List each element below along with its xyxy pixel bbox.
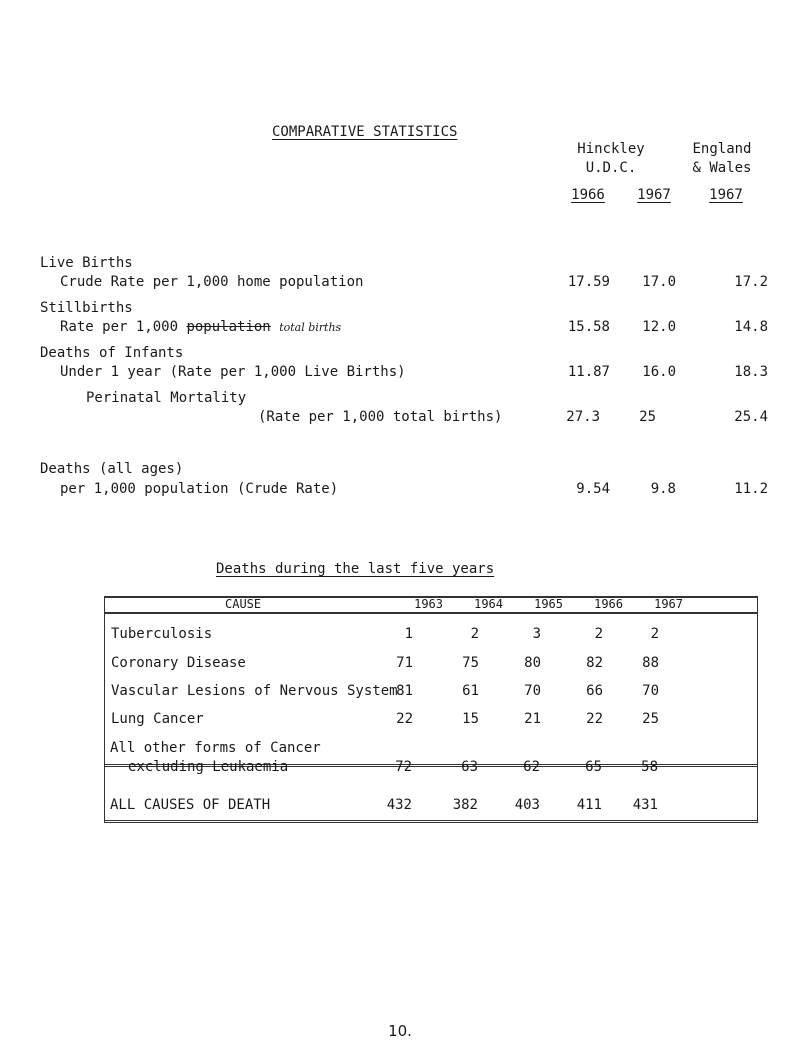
header-year: 1966 — [594, 597, 623, 611]
table-cell: 21 — [524, 711, 541, 727]
stat-label-all-deaths: per 1,000 population (Crude Rate) — [60, 481, 339, 497]
header-cause: CAUSE — [225, 597, 262, 611]
table-row-cause: Lung Cancer — [111, 711, 204, 727]
stat-value: 17.0 — [642, 274, 676, 290]
stat-value: 9.54 — [576, 481, 610, 497]
table-cell: 75 — [462, 655, 479, 671]
stat-label-live-births: Crude Rate per 1,000 home population — [60, 274, 364, 290]
stat-heading-infant-deaths: Deaths of Infants — [40, 345, 184, 361]
table-cell: 72 — [395, 759, 412, 775]
stat-heading-all-deaths: Deaths (all ages) — [40, 461, 184, 477]
stat-value: 14.8 — [734, 319, 768, 335]
table-row-total-label: ALL CAUSES OF DEATH — [110, 797, 271, 813]
header-year: 1965 — [534, 597, 563, 611]
table-row-cause: All other forms of Cancer — [110, 740, 321, 756]
stat-label-infant-deaths: Under 1 year (Rate per 1,000 Live Births) — [60, 364, 406, 380]
deaths-table-title: Deaths during the last five years — [216, 561, 495, 577]
table-cell: 63 — [461, 759, 478, 775]
page-title: COMPARATIVE STATISTICS — [272, 124, 458, 140]
stat-label-stillbirths — [60, 319, 341, 335]
table-row-cause: Tuberculosis — [111, 626, 213, 642]
stat-value: 25 — [639, 409, 656, 425]
table-cell: 80 — [524, 655, 541, 671]
table-cell: 2 — [650, 626, 659, 642]
table-cell-total: 382 — [452, 797, 478, 813]
table-border-right — [757, 764, 758, 822]
stat-value: 27.3 — [566, 409, 600, 425]
table-cell: 81 — [396, 683, 413, 699]
table-cell: 88 — [642, 655, 659, 671]
table-cell: 82 — [586, 655, 603, 671]
table-cell: 22 — [586, 711, 603, 727]
table-cell: 22 — [396, 711, 413, 727]
table-cell: 70 — [642, 683, 659, 699]
struck-text: population — [186, 319, 271, 335]
header-year: 1964 — [474, 597, 503, 611]
stat-value: 17.2 — [734, 274, 768, 290]
col-hinckley-line1: Hinckley — [577, 141, 645, 157]
col-england-line1: England — [692, 141, 752, 157]
table-cell-total: 432 — [386, 797, 412, 813]
stat-heading-live-births: Live Births — [40, 255, 133, 271]
col-hinckley-line2: U.D.C. — [585, 160, 637, 176]
table-cell: 2 — [594, 626, 603, 642]
table-border-left — [104, 764, 105, 822]
table-cell: 15 — [462, 711, 479, 727]
table-cell-total: 431 — [632, 797, 658, 813]
col-year-1966: 1966 — [571, 187, 605, 203]
table-row-cause: Coronary Disease — [111, 655, 246, 671]
table-cell-total: 403 — [514, 797, 540, 813]
stat-value: 11.87 — [567, 364, 610, 380]
stat-value: 25.4 — [734, 409, 768, 425]
table-cell: 62 — [523, 759, 540, 775]
table-row-cause-line2: excluding Leukaemia — [128, 759, 289, 775]
table-cell: 3 — [532, 626, 541, 642]
stat-label-text: Rate per 1,000 — [60, 319, 179, 335]
table-cell: 2 — [470, 626, 479, 642]
stat-value: 16.0 — [642, 364, 676, 380]
page-number: 10. — [388, 1022, 412, 1040]
header-year: 1967 — [654, 597, 683, 611]
stat-value: 11.2 — [734, 481, 768, 497]
col-year-1967: 1967 — [637, 187, 671, 203]
col-england-line2: & Wales — [692, 160, 752, 176]
col-year-1967-ew: 1967 — [709, 187, 743, 203]
stat-heading-perinatal: Perinatal Mortality — [86, 390, 247, 406]
table-cell: 25 — [642, 711, 659, 727]
table-cell: 66 — [586, 683, 603, 699]
table-cell: 58 — [641, 759, 658, 775]
stat-value: 9.8 — [650, 481, 676, 497]
table-cell: 70 — [524, 683, 541, 699]
header-year: 1963 — [414, 597, 443, 611]
table-cell: 1 — [404, 626, 413, 642]
table-cell: 61 — [462, 683, 479, 699]
stat-label-perinatal: (Rate per 1,000 total births) — [258, 409, 503, 425]
table-border-bottom — [104, 820, 758, 823]
table-cell-total: 411 — [576, 797, 602, 813]
table-cell: 71 — [396, 655, 413, 671]
stat-heading-stillbirths: Stillbirths — [40, 300, 133, 316]
table-cell: 65 — [585, 759, 602, 775]
stat-value: 15.58 — [567, 319, 610, 335]
stat-value: 12.0 — [642, 319, 676, 335]
table-row-cause: Vascular Lesions of Nervous System — [111, 683, 398, 699]
stat-value: 18.3 — [734, 364, 768, 380]
table-header-row — [105, 596, 757, 614]
handwritten-correction: total births — [279, 321, 342, 334]
stat-value: 17.59 — [567, 274, 610, 290]
